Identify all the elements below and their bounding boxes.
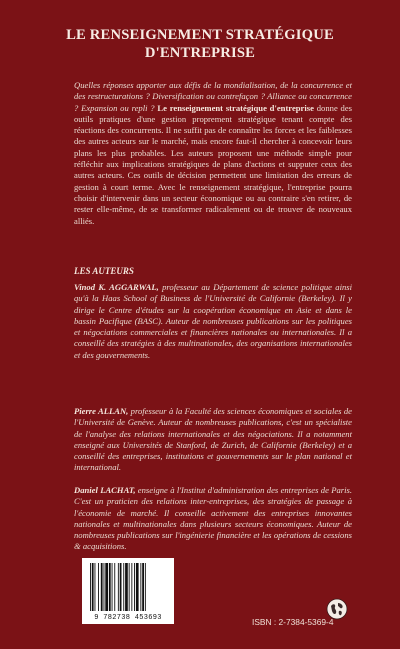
blurb-book-name: Le renseignement stratégique d'entreprise bbox=[157, 102, 314, 113]
barcode-number: 9 782738 453693 bbox=[94, 614, 162, 622]
blurb-paragraph bbox=[74, 80, 352, 227]
author-bio-text: professeur à la Faculté des sciences économiques et sociales de l'Université de Genève. Auteur de nombreuses publications, c'est un spécialiste de l'analyse des relations internationales et des négociations. Il a notamment enseigné aux Universités de Stanford, de Zurich, de Californie (Berkeley) et a conseillé des entreprises, institutions et gouvernements sur le plan national et international. bbox=[74, 406, 352, 473]
author-bio-text: enseigne à l'Institut d'administration des entreprises de Paris. C'est un praticien des relations inter-entreprises, des stratégies de passage à l'économie de marché. Il conseille activement des entreprises innovantes nationales et multinationales dans plusieurs secteurs économiques. Auteur de nombreuses publications sur l'ingénierie financière et les opérations de cessions & acquisitions. bbox=[74, 485, 352, 552]
blurb-questions: Quelles réponses apporter aux défis de la mondialisation, de la concurrence et des restructurations ? Diversification ou contrefaçon ? Alliance ou concurrence ? Expansion ou repli ? bbox=[74, 80, 352, 113]
author-bio-text: professeur au Département de science politique ainsi qu'à la Haas School of Business de l'Université de Californie (Berkeley). Il y dirige le Centre d'études sur la coopération économique en Asie et dans le bassin Pacifique (BASC). Auteur de nombreuses publications sur les politiques et négociations commerciales et financières nationales ou internationales. Il a conseillé des stratégies à des multinationales, des organisations internationales et des gouvernements. bbox=[74, 282, 352, 360]
title-line-1: LE RENSEIGNEMENT STRATÉGIQUE bbox=[66, 27, 334, 43]
authors-heading: LES AUTEURS bbox=[74, 266, 134, 276]
author-name: Vinod K. AGGARWAL, bbox=[74, 282, 159, 292]
globe-icon bbox=[326, 598, 348, 620]
book-title bbox=[0, 26, 400, 62]
blurb-description: donne des outils pratiques d'une gestion proprement stratégique tenant compte des réactions des concurrents. Il ne suffit pas de connaître les forces et les faiblesses des autres acteurs sur le marché, mais encore faut-il chercher à concevoir leurs plans les plus probables. Les auteurs proposent une méthode simple pour réfléchir aux implications stratégiques de plans d'actions et supputer ceux des autres acteurs. Ces outils de décision permettent une limitation des erreurs de gestion à court terme. Avec le renseignement stratégique, l'entreprise pourra choisir d'intervenir dans un secteur économique ou au contraire s'en retirer, de rester elle-même, de se transformer radicalement ou de trouver de nouveaux alliés. bbox=[74, 102, 353, 226]
barcode bbox=[82, 558, 174, 624]
barcode-bars bbox=[90, 563, 166, 611]
author-bio bbox=[74, 485, 352, 553]
title-line-2: D'ENTREPRISE bbox=[144, 45, 256, 61]
author-bio bbox=[74, 282, 352, 361]
author-name: Pierre ALLAN, bbox=[74, 406, 129, 416]
isbn-label: ISBN : 2-7384-5369-4 bbox=[252, 617, 334, 627]
author-name: Daniel LACHAT, bbox=[74, 485, 136, 495]
author-bio bbox=[74, 406, 352, 474]
